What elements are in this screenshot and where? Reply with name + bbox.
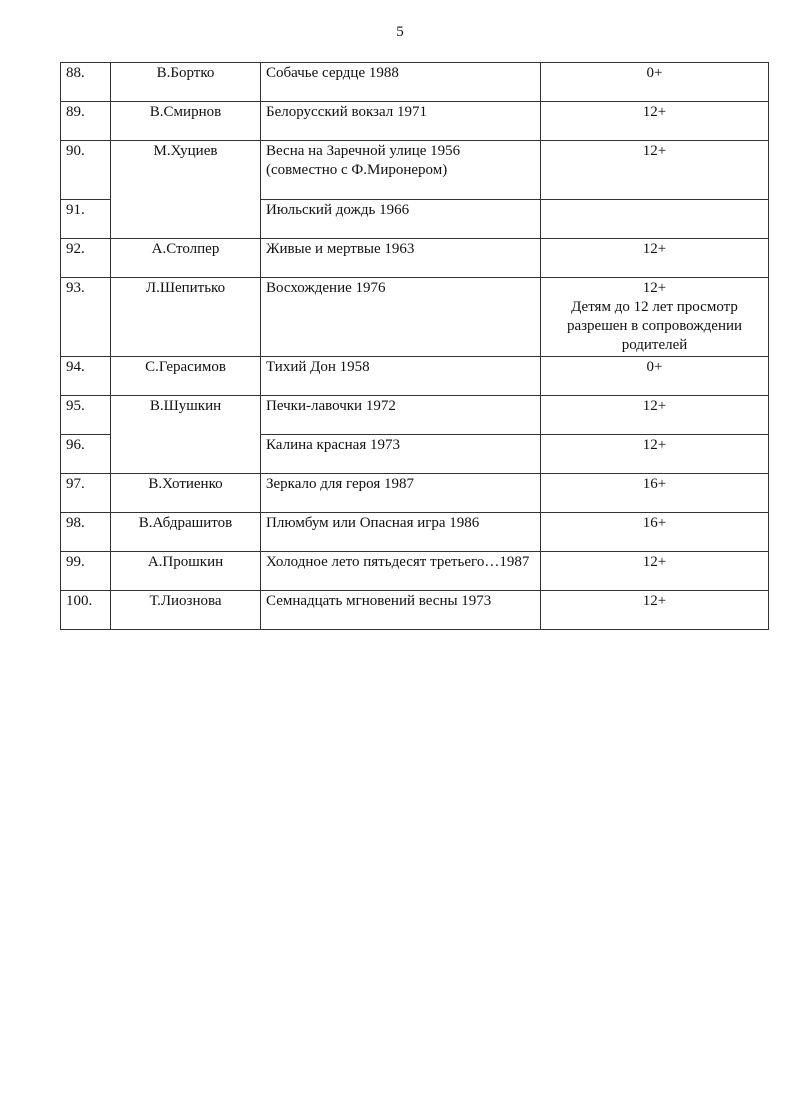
age-rating-cell: 0+ xyxy=(541,63,769,102)
age-rating-cell: 12+ xyxy=(541,102,769,141)
film-title-cell: Калина красная 1973 xyxy=(261,435,541,474)
table-row xyxy=(61,396,769,435)
film-title-cell: Зеркало для героя 1987 xyxy=(261,474,541,513)
film-title-cell: Печки-лавочки 1972 xyxy=(261,396,541,435)
age-rating-cell: 12+ xyxy=(541,396,769,435)
film-title-cell: Белорусский вокзал 1971 xyxy=(261,102,541,141)
row-number: 100. xyxy=(61,591,111,630)
film-title-cell: Тихий Дон 1958 xyxy=(261,357,541,396)
row-number: 88. xyxy=(61,63,111,102)
page-number: 5 xyxy=(396,24,404,40)
age-rating-note: Детям до 12 лет просмотр разрешен в сопровождении родителей xyxy=(566,299,743,353)
director-cell: В.Хотиенко xyxy=(111,474,261,513)
row-number: 93. xyxy=(61,278,111,357)
table-row xyxy=(61,552,769,591)
row-number: 92. xyxy=(61,239,111,278)
film-title-cell: Восхождение 1976 xyxy=(261,278,541,357)
table-row xyxy=(61,591,769,630)
director-cell: В.Шушкин xyxy=(111,396,261,474)
row-number: 90. xyxy=(61,141,111,200)
film-title-cell: Семнадцать мгновений весны 1973 xyxy=(261,591,541,630)
row-number: 95. xyxy=(61,396,111,435)
director-cell: Л.Шепитько xyxy=(111,278,261,357)
age-rating-cell: 12+ xyxy=(541,591,769,630)
age-rating-cell: 16+ xyxy=(541,513,769,552)
film-title-cell: Весна на Заречной улице 1956 (совместно с Ф.Миронером) xyxy=(261,141,541,200)
film-title-cell: Июльский дождь 1966 xyxy=(261,200,541,239)
director-cell: В.Бортко xyxy=(111,63,261,102)
table-row xyxy=(61,513,769,552)
row-number: 89. xyxy=(61,102,111,141)
films-table xyxy=(60,62,769,630)
table-row xyxy=(61,102,769,141)
table-row xyxy=(61,357,769,396)
age-rating-cell: 12+ xyxy=(541,435,769,474)
row-number: 97. xyxy=(61,474,111,513)
table-row xyxy=(61,278,769,357)
age-rating-cell xyxy=(541,200,769,239)
director-cell: В.Абдрашитов xyxy=(111,513,261,552)
film-title-cell: Холодное лето пятьдесят третьего…1987 xyxy=(261,552,541,591)
row-number: 96. xyxy=(61,435,111,474)
film-title-cell: Плюмбум или Опасная игра 1986 xyxy=(261,513,541,552)
age-rating-cell: 12+ xyxy=(541,239,769,278)
age-rating: 12+ xyxy=(642,280,667,296)
row-number: 91. xyxy=(61,200,111,239)
table-row xyxy=(61,239,769,278)
row-number: 98. xyxy=(61,513,111,552)
table-row xyxy=(61,63,769,102)
director-cell: Т.Лиознова xyxy=(111,591,261,630)
row-number: 94. xyxy=(61,357,111,396)
age-rating-cell: 12+ xyxy=(541,552,769,591)
director-cell: А.Прошкин xyxy=(111,552,261,591)
age-rating-cell: 16+ xyxy=(541,474,769,513)
table-row xyxy=(61,474,769,513)
row-number: 99. xyxy=(61,552,111,591)
film-title-cell: Собачье сердце 1988 xyxy=(261,63,541,102)
table-row xyxy=(61,141,769,200)
age-rating-cell: 12+ xyxy=(541,141,769,200)
age-rating-cell xyxy=(541,278,769,357)
director-cell: А.Столпер xyxy=(111,239,261,278)
film-title-cell: Живые и мертвые 1963 xyxy=(261,239,541,278)
director-cell: М.Хуциев xyxy=(111,141,261,239)
director-cell: С.Герасимов xyxy=(111,357,261,396)
age-rating-cell: 0+ xyxy=(541,357,769,396)
director-cell: В.Смирнов xyxy=(111,102,261,141)
